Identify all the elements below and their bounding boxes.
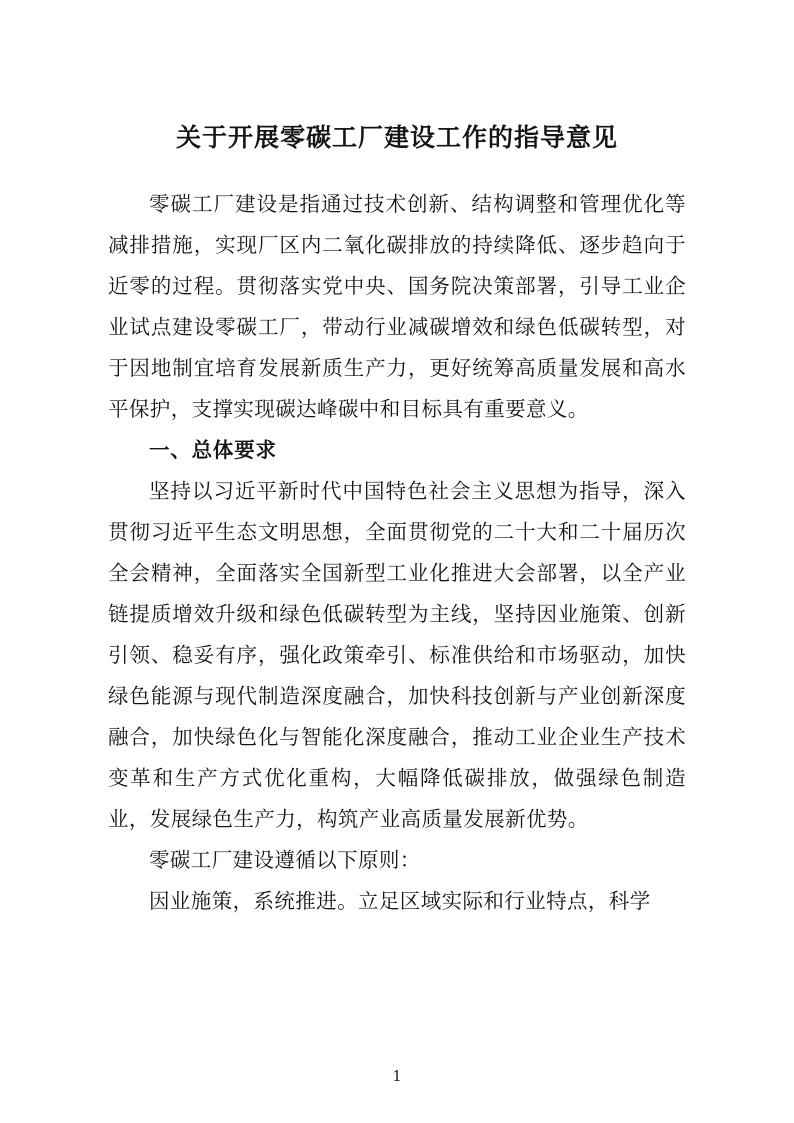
paragraph-guiding-ideology: 坚持以习近平新时代中国特色社会主义思想为指导，深入贯彻习近平生态文明思想，全面贯彻党的二十大和二十届历次全会精神，全面落实全国新型工业化推进大会部署，以全产业链提质增效升级和绿色低碳转型为主线，坚持因业施策、创新引领、稳妥有序，强化政策牵引、标准供给和市场驱动，加快绿色能源与现代制造深度融合，加快科技创新与产业创新深度融合，加快绿色化与智能化深度融合，推动工业企业生产技术变革和生产方式优化重构，大幅降低碳排放，做强绿色制造业，发展绿色生产力，构筑产业高质量发展新优势。 [108,479,686,831]
page-number: 1 [392,1067,402,1085]
paragraph-principles-lead: 零碳工厂建设遵循以下原则： [149,848,421,872]
paragraph-intro: 零碳工厂建设是指通过技术创新、结构调整和管理优化等减排措施，实现厂区内二氧化碳排放的持续降低、逐步趋向于近零的过程。贯彻落实党中央、国务院决策部署，引导工业企业试点建设零碳工厂，带动行业减碳增效和绿色低碳转型，对于因地制宜培育发展新质生产力，更好统筹高质量发展和高水平保护，支撑实现碳达峰碳中和目标具有重要意义。 [108,192,686,421]
paragraph-principle-one: 因业施策，系统推进。立足区域实际和行业特点，科学 [149,889,651,913]
section-heading-overall-requirements: 一、总体要求 [149,438,277,462]
page-title: 关于开展零碳工厂建设工作的指导意见 [175,123,618,152]
